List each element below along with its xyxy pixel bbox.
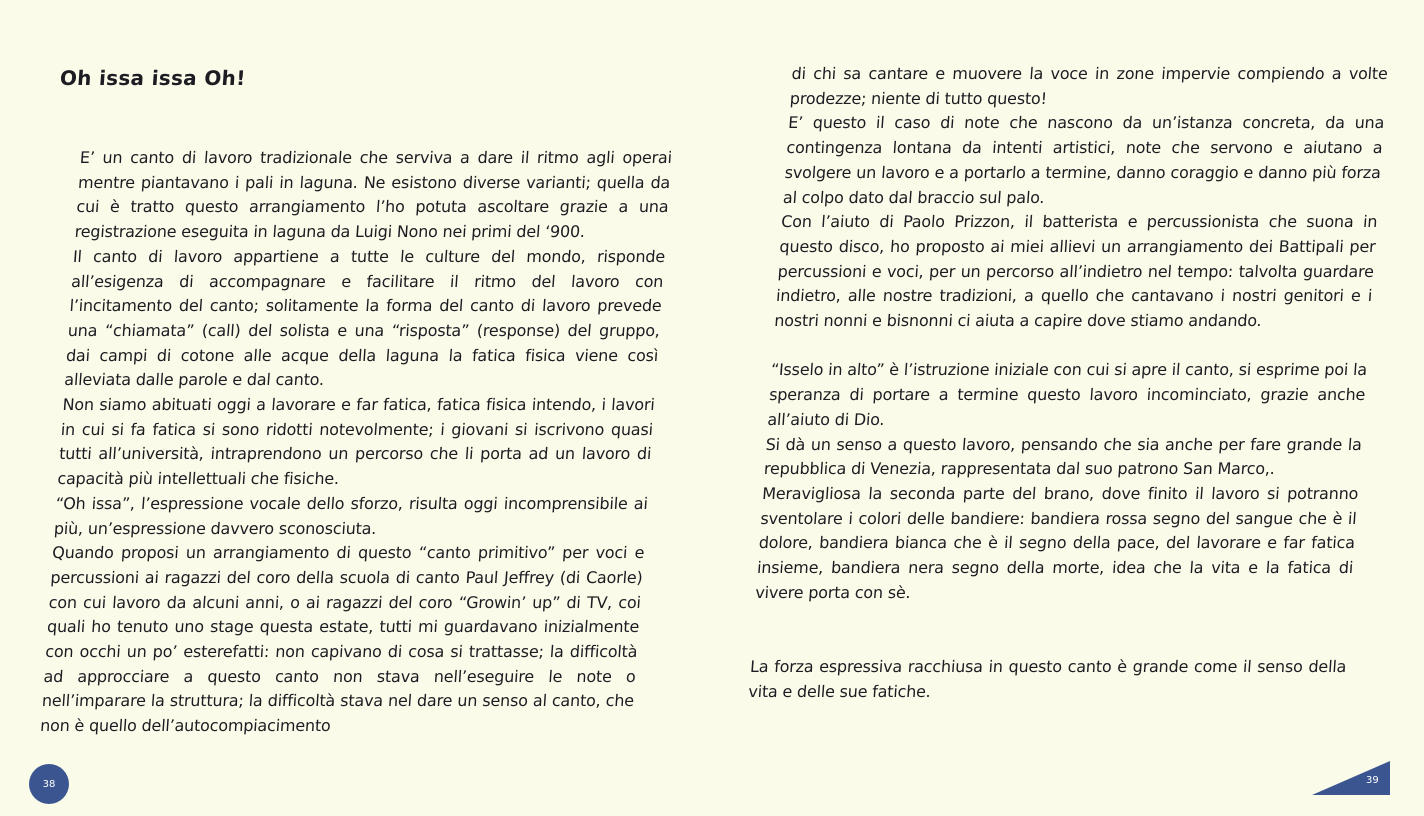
paragraph: Non siamo abituati oggi a lavorare e far fatica, fatica fisica intendo, i lavori in cui si fa fatica si sono ridotti notevolmente; i giovani si iscrivono quasi tutti all’università, intraprendono un percorso che li porta ad un lavoro di capacità più intellettuali che fisiche. [56,395,656,489]
page-number-left: 38 [42,778,56,790]
page-title: Oh issa issa Oh! [59,66,247,90]
right-page [712,0,1424,816]
paragraph: Meravigliosa la seconda parte del brano, dove finito il lavoro si potranno sventolare i colori delle bandiere: bandiera rossa segno del sangue che è il dolore, bandiera bianca che è il segno della pace, del lavorare e far fatica insieme, bandiera nera segno della morte, idea che la vita e la fatica di vivere porta con sè. [754,483,1359,602]
paragraph: Quando proposi un arrangiamento di questo “canto primitivo” per voci e percussioni ai ragazzi del coro della scuola di canto Paul Jeffrey (di Caorle) con cui lavoro da alcuni anni, o ai ragazzi del coro “Growin’ up” di TV, coi quali ho tenuto uno stage questa estate, tutti mi guardavano inizialmente con occhi un po’ esterefatti: non capivano di cosa si trattasse; la difficoltà ad approcciare a questo canto non stava nell’eseguire le note o nell’imparare la struttura; la difficoltà stava nel dare un senso al canto, che non è quello dell’autocompiacimento [39,543,645,736]
paragraph: “Isselo in alto” è l’istruzione iniziale con cui si apre il canto, si esprime poi la speranza di portare a termine questo lavoro incominciato, grazie anche all’aiuto di Dio. [766,360,1368,429]
paragraph: Il canto di lavoro appartiene a tutte le culture del mondo, risponde all’esigenza di accompagnare e facilitare il ritmo del lavoro con l’incitamento del canto; solitamente la forma del canto di lavoro prevede una “chiamata” (call) del solista e una “risposta” (response) del gruppo, dai campi di cotone alle acque della laguna la fatica fisica viene così alleviata dalle parole e dal canto. [63,246,666,390]
paragraph: “Oh issa”, l’espressione vocale dello sforzo, risulta oggi incomprensibile ai più, un’espressione davvero sconosciuta. [53,493,649,538]
paragraph: di chi sa cantare e muovere la voce in zone impervie compiendo a volte prodezze; niente di tutto questo! [789,64,1389,108]
page-number-badge-left [29,764,69,804]
paragraph: E’ un canto di lavoro tradizionale che serviva a dare il ritmo agli operai mentre piantavano i pali in laguna. Ne esistono diverse varianti; quella da cui è tratto questo arrangiamento l’ho potuta ascoltare grazie a una registrazione eseguita in laguna da Luigi Nono nei primi del ‘900. [74,148,673,242]
left-body-text [39,146,672,739]
paragraph-spacer [751,605,1350,654]
paragraph: E’ questo il caso di note che nascono da un’istanza concreta, da una contingenza lontana da intenti artistici, note che servono e aiutano a svolgere un lavoro e a portarlo a termine, danno coraggio e danno più forza al colpo dato dal braccio sul palo. [782,113,1385,207]
paragraph-spacer [772,334,1370,359]
page-number-right: 39 [1366,775,1379,786]
paragraph: La forza espressiva racchiusa in questo canto è grande come il senso della vita e delle sue fatiche. [747,656,1347,701]
paragraph: Si dà un senso a questo lavoro, pensando che sia anche per fare grande la repubblica di Venezia, rappresentata dal suo patrono San Marco,. [763,434,1363,479]
paragraph: Con l’aiuto di Paolo Prizzon, il batterista e percussionista che suona in questo disco, ho proposto ai miei allievi un arrangiamento dei Battipali per percussioni e voci, per un percorso all’indietro nel tempo: talvolta guardare indietro, alle nostre tradizioni, a quello che cantavano i nostri genitori e i nostri nonni e bisnonni ci aiuta a capire dove stiamo andando. [773,212,1378,331]
right-body-text [748,62,1389,704]
